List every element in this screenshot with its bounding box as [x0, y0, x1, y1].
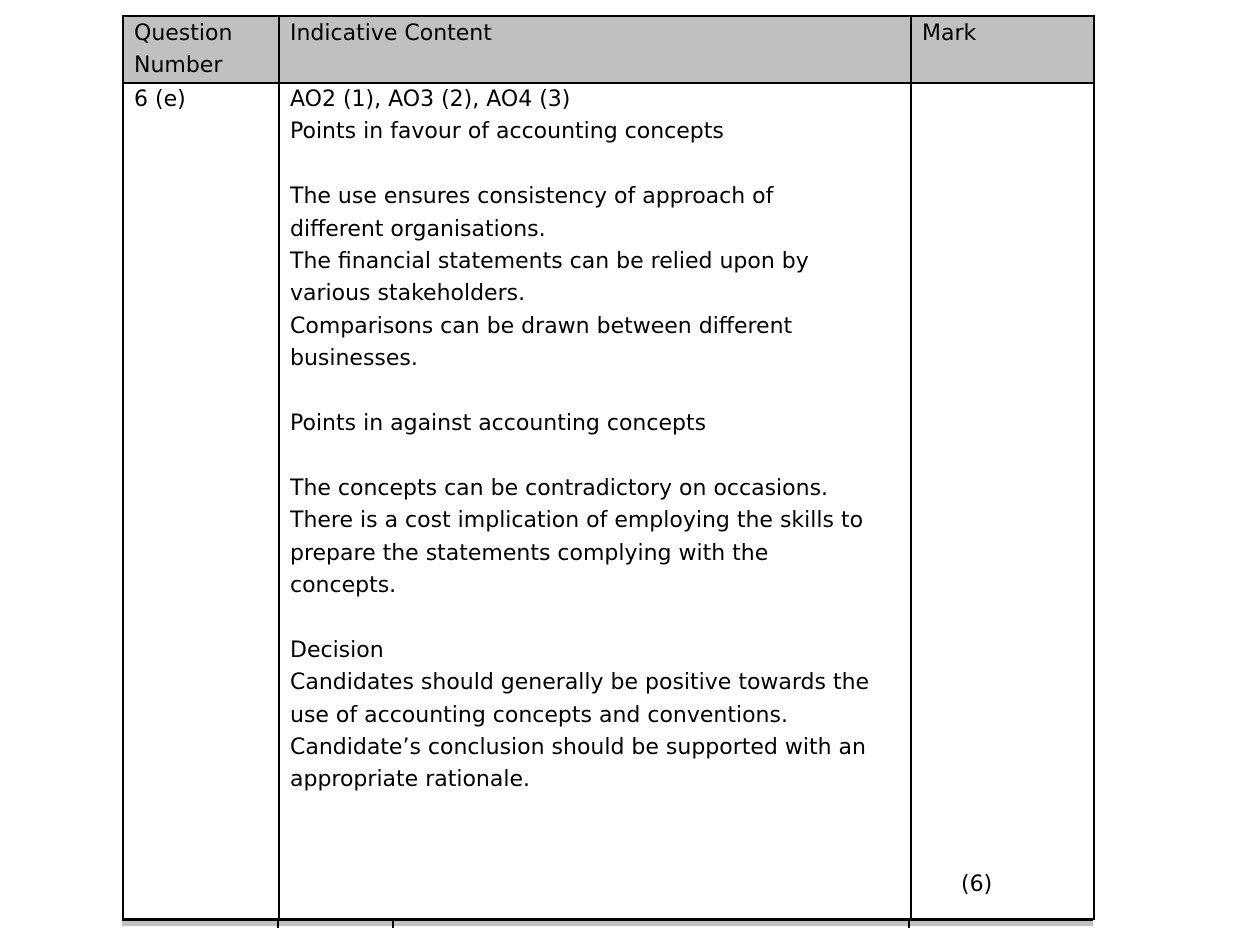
text-line: Candidate’s conclusion should be supported with an — [290, 735, 866, 761]
assessment-objectives: AO2 (1), AO3 (2), AO4 (3) — [290, 87, 571, 112]
indicative-content-cell — [279, 83, 911, 919]
column-divider — [277, 921, 279, 928]
against-point — [290, 473, 900, 505]
text-line: various stakeholders. — [290, 281, 526, 307]
text-line: The concepts can be contradictory on occasions. — [290, 475, 829, 501]
text-line: appropriate rationale. — [290, 767, 530, 793]
question-number-cell: 6 (e) — [123, 83, 279, 919]
mark-cell — [911, 83, 1094, 919]
decision-heading: Decision — [290, 637, 384, 663]
text-line: businesses. — [290, 346, 418, 372]
text-line: prepare the statements complying with the — [290, 540, 769, 566]
text-line: The use ensures consistency of approach of — [290, 184, 774, 210]
indicative-content-header: Indicative Content — [279, 16, 911, 83]
against-heading: Points in against accounting concepts — [290, 411, 707, 437]
favour-point — [290, 311, 900, 376]
favour-heading: Points in favour of accounting concepts — [290, 119, 724, 145]
against-point — [290, 505, 900, 602]
decision-point — [290, 732, 900, 797]
question-number-header — [123, 16, 279, 83]
column-divider — [908, 921, 910, 928]
text-line: different organisations. — [290, 216, 546, 242]
text-line: The financial statements can be relied upon by — [290, 249, 809, 275]
favour-point — [290, 181, 900, 246]
favour-point — [290, 246, 900, 311]
header-row — [123, 16, 1094, 83]
text-line: Candidates should generally be positive towards the — [290, 670, 870, 696]
text-line: There is a cost implication of employing the skills to — [290, 508, 864, 534]
text-line: use of accounting concepts and conventions. — [290, 702, 788, 728]
text-line: concepts. — [290, 573, 397, 599]
header-number-label: Number — [134, 53, 223, 78]
next-table-row-edge — [122, 919, 1093, 926]
text-line: Comparisons can be drawn between different — [290, 313, 793, 339]
column-divider — [392, 921, 394, 928]
header-question-label: Question — [134, 21, 233, 46]
decision-point — [290, 667, 900, 732]
table-row — [123, 83, 1094, 919]
mark-header: Mark — [911, 16, 1094, 83]
mark-value: (6) — [961, 872, 993, 897]
mark-scheme-table — [122, 15, 1095, 920]
